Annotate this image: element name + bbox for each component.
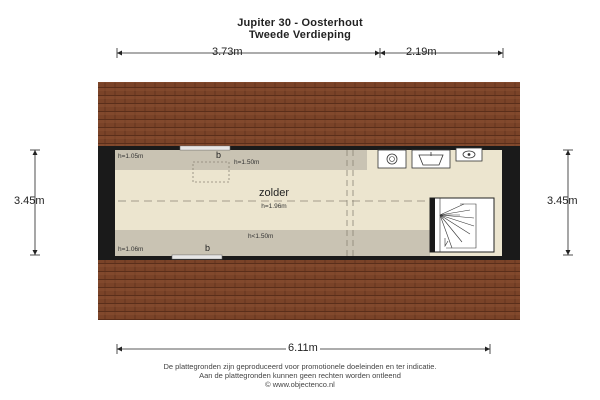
plan-subtitle: Tweede Verdieping — [248, 29, 352, 41]
staircase — [430, 198, 494, 252]
height-bottom-mid: h<1.50m — [248, 233, 274, 240]
dim-left: 3.45m — [14, 195, 45, 207]
footer-line-1: De plattegronden zijn geproduceerd voor promotionele doeleinden en ter indicatie. — [163, 362, 437, 371]
washing-machine-icon — [378, 150, 406, 168]
floor-low-bottom — [115, 230, 367, 256]
height-top-mid: h=1.50m — [234, 159, 260, 166]
window-bottom-label: b — [205, 243, 211, 253]
dim-right: 3.45m — [547, 195, 578, 207]
plan-title: Jupiter 30 - Oosterhout — [237, 17, 363, 29]
height-center: h=1.96m — [261, 203, 287, 210]
footer-line-2: Aan de plattegronden kunnen geen rechten worden ontleend — [199, 371, 401, 380]
roof-top — [98, 82, 520, 147]
washbasin-icon — [412, 150, 450, 168]
window-top-label: b — [216, 150, 222, 160]
height-top-left: h=1.05m — [118, 153, 144, 160]
floor-right-low-bottom — [367, 230, 430, 256]
footer-line-3: © www.objectenco.nl — [265, 380, 335, 389]
height-bottom-left: h=1.06m — [118, 246, 144, 253]
floor-high — [115, 170, 367, 230]
roof-bottom — [98, 258, 520, 320]
dim-top-left: 3.73m — [212, 46, 243, 58]
window-top — [180, 146, 230, 150]
window-bottom — [172, 255, 222, 259]
room-name: zolder — [259, 187, 289, 199]
dim-top-right: 2.19m — [406, 46, 437, 58]
boiler-icon — [456, 148, 482, 161]
top-dimension-line — [117, 48, 503, 58]
dim-bottom: 6.11m — [288, 342, 318, 354]
